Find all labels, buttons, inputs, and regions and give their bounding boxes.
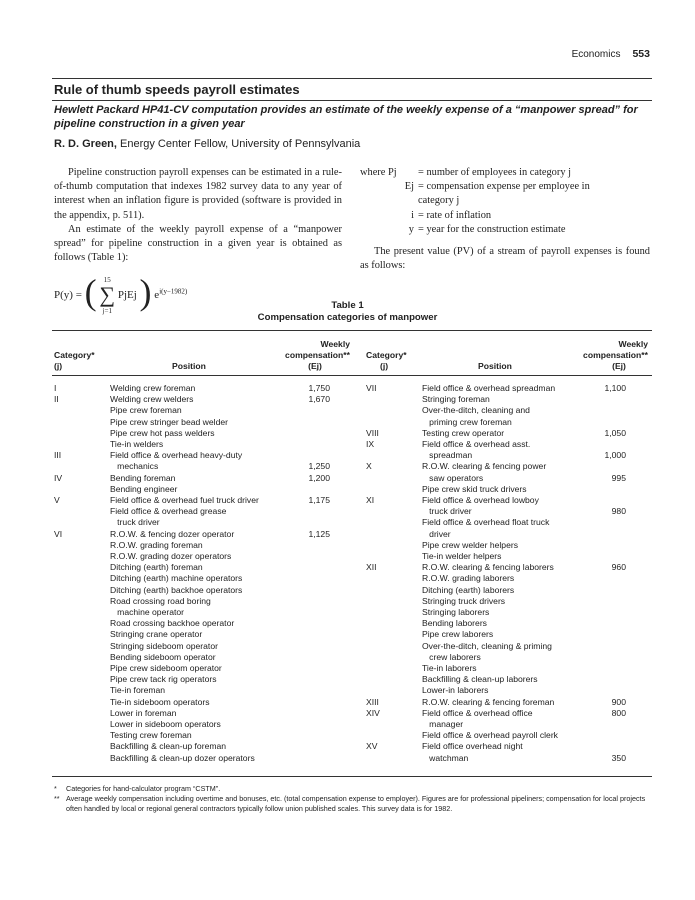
- table-cell-category: X: [366, 461, 372, 472]
- table-cell-position: Over-the-ditch, cleaning & priming: [422, 640, 552, 651]
- definition-meaning: = year for the construction estimate: [418, 223, 566, 235]
- table-cell-position: Welding crew foreman: [110, 383, 196, 393]
- table-cell-category: VII: [366, 383, 377, 393]
- header-comp-sym-right: (Ej): [612, 361, 626, 371]
- definition-symbol: y: [408, 223, 414, 235]
- table-cell-position: Tie-in sideboom operators: [110, 696, 210, 707]
- table-cell-category: I: [54, 383, 57, 393]
- table-cell-position: Pipe crew welder helpers: [422, 539, 519, 550]
- header-weekly-left: Weekly: [320, 339, 350, 349]
- table-cell-position: Field office & overhead lowboy: [422, 495, 539, 505]
- sum-lower-limit: j=1: [102, 307, 112, 316]
- table-cell-position: R.O.W. grading laborers: [422, 573, 515, 584]
- article-title: Rule of thumb speeds payroll estimates: [54, 82, 300, 97]
- table-cell-position: Pipe crew hot pass welders: [110, 427, 215, 438]
- table-cell-position: R.O.W. grading foreman: [110, 539, 203, 550]
- table-cell-compensation: 1,670: [308, 394, 330, 405]
- table-cell-category: IV: [54, 472, 63, 483]
- table-cell-position: Testing crew foreman: [110, 730, 192, 741]
- table-cell-position: Field office & overhead payroll clerk: [422, 730, 558, 741]
- header-category-sym-right: (j): [380, 361, 389, 371]
- table-number: Table 1: [331, 300, 364, 311]
- table-cell-position: driver: [422, 528, 451, 539]
- table-header-rule: [52, 375, 652, 376]
- left-text-column: [54, 166, 342, 265]
- sum-upper-limit: 15: [103, 276, 111, 285]
- definition-symbol: i: [411, 209, 414, 221]
- formula-lhs: P(y) =: [54, 289, 82, 301]
- article-subtitle: Hewlett Packard HP41-CV computation provides an estimate of the weekly expense of a “manpower spread” for pipeline construction in a given year: [54, 104, 638, 130]
- table-cell-position: mechanics: [110, 461, 159, 472]
- table-cell-position: Field office & overhead fuel truck driver: [110, 495, 259, 505]
- table-cell-position: Backfilling & clean-up laborers: [422, 674, 538, 685]
- table-cell-position: saw operators: [422, 472, 484, 483]
- table-cell-position: Backfilling & clean-up foreman: [110, 741, 227, 752]
- author-name: R. D. Green,: [54, 138, 117, 150]
- table-cell-category: IX: [366, 439, 375, 449]
- table-cell-compensation: 960: [611, 562, 626, 573]
- table-cell-position: Stringing crane operator: [110, 629, 203, 640]
- table-caption: Compensation categories of manpower: [257, 312, 438, 323]
- table-cell-position: R.O.W. & fencing dozer operator: [110, 528, 235, 539]
- table-cell-category: XV: [366, 741, 378, 752]
- table-cell-category: XII: [366, 562, 377, 573]
- footnote: [54, 784, 654, 794]
- table-cell-position: Ditching (earth) backhoe operators: [110, 584, 243, 595]
- definition-meaning: = rate of inflation: [418, 209, 492, 221]
- table-cell-compensation: 980: [611, 506, 626, 517]
- table-cell-position: watchman: [422, 752, 469, 763]
- table-cell-position: Tie-in welder helpers: [422, 551, 502, 561]
- table-cell-position: Pipe crew foreman: [110, 405, 182, 416]
- definition-meaning: = number of employees in category j: [418, 167, 572, 178]
- table-footnotes: [54, 784, 654, 814]
- footnote-text: Average weekly compensation including overtime and bonuses, etc. (total compensation expense to employer). Figures are for professional pipeliners; compensation for local projects often handled by local or regional general contractors typically follow union published scales. This survey data is for 1982.: [66, 794, 646, 813]
- table-cell-position: R.O.W. clearing & fencing foreman: [422, 696, 555, 707]
- header-category-sym-left: (j): [54, 361, 63, 371]
- definition-line: [360, 223, 650, 237]
- header-category-right: Category*: [366, 350, 407, 360]
- table-top-rule: [52, 330, 652, 331]
- header-comp-sym-left: (Ej): [308, 361, 322, 371]
- table-cell-position: Field office & overhead grease: [110, 506, 227, 517]
- definition-line: [360, 166, 650, 180]
- table-cell-compensation: 1,125: [308, 528, 330, 539]
- running-head: [0, 48, 650, 60]
- table-cell-category: XI: [366, 495, 375, 505]
- table-cell-position: Bending foreman: [110, 472, 176, 483]
- table-cell-compensation: 995: [611, 472, 626, 483]
- title-rule: [52, 100, 652, 101]
- table-cell-position: Ditching (earth) foreman: [110, 562, 203, 573]
- table-cell-position: truck driver: [422, 506, 472, 517]
- table-cell-position: Lower in foreman: [110, 707, 177, 718]
- table-cell-position: Bending engineer: [110, 483, 178, 494]
- table-cell-position: Over-the-ditch, cleaning and: [422, 405, 530, 416]
- definition-meaning: category j: [418, 195, 460, 207]
- page-number: 553: [632, 48, 650, 60]
- table-cell-position: Stringing sideboom operator: [110, 640, 218, 651]
- table-cell-position: Pipe crew stringer bead welder: [110, 416, 228, 427]
- footnote: [54, 794, 654, 814]
- table-cell-position: Field office overhead night: [422, 741, 523, 752]
- table-cell-position: Lower in sideboom operators: [110, 719, 221, 729]
- definition-symbol: [360, 194, 418, 208]
- table-cell-position: Ditching (earth) laborers: [422, 584, 515, 595]
- table-cell-category: V: [54, 495, 60, 505]
- section-name: Economics: [571, 49, 621, 60]
- formula-exponent: i(y−1982): [159, 287, 188, 296]
- footnote-mark: **: [54, 794, 60, 803]
- table-cell-category: VIII: [366, 427, 379, 438]
- table-cell-position: Field office & overhead heavy-duty: [110, 450, 243, 461]
- author-affiliation: Energy Center Fellow, University of Pennsylvania: [116, 138, 361, 150]
- table-cell-position: spreadman: [422, 450, 473, 461]
- paragraph-estimate: An estimate of the weekly payroll expense of a “manpower spread” for pipeline construction in a given year is obtained as follows (Table 1):: [54, 223, 342, 264]
- table-cell-position: Backfilling & clean-up dozer operators: [110, 752, 255, 763]
- footnote-text: Categories for hand-calculator program “CSTM”.: [66, 784, 221, 793]
- table-cell-position: Ditching (earth) machine operators: [110, 573, 243, 584]
- definition-meaning: = compensation expense per employee in: [418, 181, 590, 193]
- table-cell-compensation: 1,175: [308, 495, 330, 505]
- table-cell-position: Lower-in laborers: [422, 685, 489, 696]
- table-cell-position: Stringing laborers: [422, 607, 490, 617]
- table-cell-compensation: 1,000: [604, 450, 626, 461]
- table-cell-compensation: 1,750: [308, 383, 330, 393]
- formula-term: PjEj: [117, 289, 137, 301]
- right-text-column: [360, 166, 650, 273]
- formula-close-paren: ): [139, 272, 152, 312]
- table-cell-position: Field office & overhead asst.: [422, 439, 531, 449]
- table-cell-position: priming crew foreman: [422, 416, 512, 427]
- table-cell-position: Welding crew welders: [110, 394, 194, 405]
- table-cell-position: Road crossing backhoe operator: [110, 618, 235, 629]
- table-cell-position: R.O.W. grading dozer operators: [110, 551, 232, 561]
- header-weekly-right: Weekly: [618, 339, 648, 349]
- table-cell-position: Pipe crew laborers: [422, 629, 494, 640]
- table-cell-position: Pipe crew skid truck drivers: [422, 483, 527, 494]
- table-cell-compensation: 1,200: [308, 472, 330, 483]
- top-rule: [52, 78, 652, 79]
- table-cell-position: Tie-in foreman: [110, 685, 166, 696]
- table-cell-compensation: 1,100: [604, 383, 626, 393]
- header-compensation-left: compensation**: [285, 350, 350, 360]
- table-cell-category: XIII: [366, 696, 379, 707]
- header-position-left: Position: [172, 361, 206, 371]
- table-cell-compensation: 350: [611, 752, 626, 763]
- table-cell-position: Stringing foreman: [422, 394, 490, 405]
- table-cell-compensation: 800: [611, 707, 626, 718]
- summation-sign: 15 ∑ j=1: [99, 276, 116, 316]
- table-cell-position: Field office & overhead spreadman: [422, 383, 556, 393]
- table-cell-position: manager: [422, 719, 464, 729]
- table-cell-position: machine operator: [110, 607, 185, 617]
- definition-symbol: Ej: [404, 181, 414, 193]
- table-cell-category: XIV: [366, 707, 380, 718]
- table-cell-compensation: 1,050: [604, 427, 626, 438]
- definition-line: [360, 209, 650, 223]
- header-compensation-right: compensation**: [583, 350, 648, 360]
- header-position-right: Position: [478, 361, 512, 371]
- table-cell-position: truck driver: [110, 517, 160, 528]
- table-cell-position: Field office & overhead float truck: [422, 517, 550, 528]
- table-cell-position: Bending sideboom operator: [110, 651, 216, 662]
- formula-base: e: [154, 289, 160, 301]
- table-cell-position: Tie-in laborers: [422, 663, 477, 673]
- definition-line: [360, 180, 650, 194]
- footnote-mark: *: [54, 784, 57, 793]
- header-category-left: Category*: [54, 350, 95, 360]
- variable-definitions: [360, 166, 650, 237]
- table-cell-category: II: [54, 394, 59, 405]
- table-cell-position: Testing crew operator: [422, 427, 505, 438]
- table-cell-position: R.O.W. clearing & fencing laborers: [422, 562, 554, 573]
- table-cell-compensation: 900: [611, 696, 626, 707]
- formula-open-paren: (: [84, 272, 97, 312]
- table-cell-position: Tie-in welders: [110, 439, 164, 449]
- table-cell-category: III: [54, 450, 62, 461]
- table-bottom-rule: [52, 776, 652, 777]
- table-cell-position: Road crossing road boring: [110, 595, 211, 606]
- paragraph-present-value: The present value (PV) of a stream of payroll expenses is found as follows:: [360, 246, 650, 272]
- table-cell-position: Pipe crew tack rig operators: [110, 674, 217, 685]
- table-cell-position: Field office & overhead office: [422, 707, 533, 718]
- definition-line: [360, 194, 650, 208]
- table-cell-compensation: 1,250: [308, 461, 330, 472]
- table-cell-position: Bending laborers: [422, 618, 487, 629]
- table-cell-category: VI: [54, 528, 63, 539]
- table-cell-position: R.O.W. clearing & fencing power: [422, 461, 547, 472]
- table-cell-position: Pipe crew sideboom operator: [110, 663, 222, 673]
- paragraph-intro: Pipeline construction payroll expenses can be estimated in a rule-of-thumb computation that indexes 1982 survey data to any year of interest when an inflation figure is provided (software is provided in the appendix, p. 511).: [54, 167, 342, 221]
- author-line: [54, 138, 360, 150]
- table-cell-position: crew laborers: [422, 651, 481, 662]
- table-cell-position: Stringing truck drivers: [422, 595, 506, 606]
- definition-symbol: where Pj: [360, 167, 397, 178]
